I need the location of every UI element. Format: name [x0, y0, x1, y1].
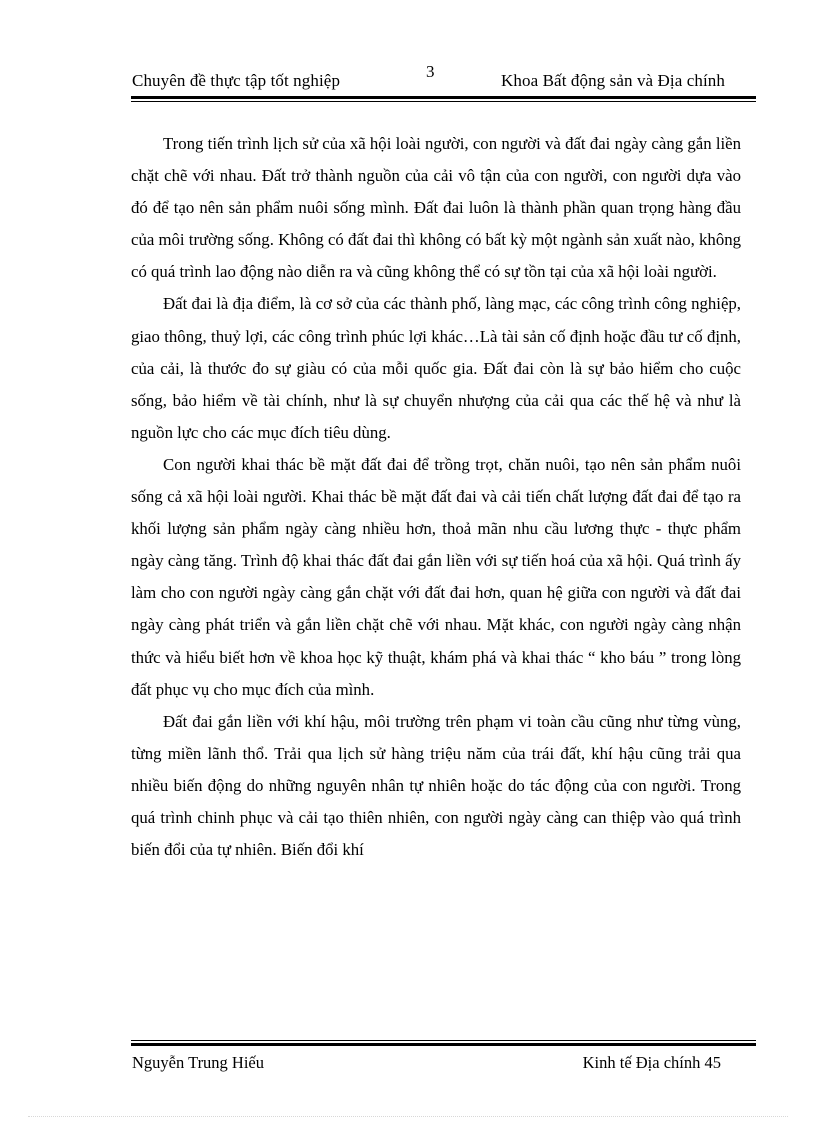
footer-rule-thin: [131, 1040, 756, 1041]
footer-course: Kinh tế Địa chính 45: [582, 1053, 721, 1072]
header-left-title: Chuyên đề thực tập tốt nghiệp: [132, 71, 341, 90]
footer-rule-thick: [131, 1043, 756, 1046]
page-footer: [131, 1053, 741, 1077]
paragraph-2: Đất đai là địa điểm, là cơ sở của các thành phố, làng mạc, các công trình công nghiệp, giao thông, thuỷ lợi, các công trình phúc lợi khác…Là tài sản cố định hoặc đầu tư cố định, của cải, là thước đo sự giàu có của mỗi quốc gia. Đất đai còn là sự bảo hiểm cho cuộc sống, bảo hiểm về tài chính, như là sự chuyển nhượng của cải qua các thế hệ và như là nguồn lực cho các mục đích tiêu dùng.: [131, 294, 741, 442]
header-rule-thin: [131, 101, 756, 102]
header-right-title: Khoa Bất động sản và Địa chính: [501, 71, 725, 90]
paragraph-4: Đất đai gắn liền với khí hậu, môi trường trên phạm vi toàn cầu cũng như từng vùng, từng miền lãnh thổ. Trải qua lịch sử hàng triệu năm của trái đất, khí hậu cũng trải qua nhiều biến động do những nguyên nhân tự nhiên hoặc do tác động của con người. Trong quá trình chinh phục và cải tạo thiên nhiên, con người ngày càng can thiệp vào quá trình biến đổi của tự nhiên. Biến đổi khí: [131, 711, 741, 860]
paragraph-3: Con người khai thác bề mặt đất đai để trồng trọt, chăn nuôi, tạo nên sản phẩm nuôi sống cả xã hội loài người. Khai thác bề mặt đất đai và cải tiến chất lượng đất đai để tạo ra khối lượng sản phẩm ngày càng nhiều hơn, thoả mãn nhu cầu lương thực - thực phẩm ngày càng tăng. Trình độ khai thác đất đai gắn liền với sự tiến hoá của xã hội. Quá trình ấy làm cho con người ngày càng gắn chặt với đất đai hơn, quan hệ giữa con người và đất đai ngày càng phát triển và gắn liền chặt chẽ với nhau. Mặt khác, con người ngày càng nhận thức và hiểu biết hơn về khoa học kỹ thuật, khám phá và khai thác “ kho báu ” trong lòng đất phục vụ cho mục đích của mình.: [131, 454, 741, 699]
paragraph-1: Trong tiến trình lịch sử của xã hội loài người, con người và đất đai ngày càng gắn liền chặt chẽ với nhau. Đất trở thành nguồn của cải vô tận của con người, con người dựa vào đó để tạo nên sản phẩm nuôi sống mình. Đất đai luôn là thành phần quan trọng hàng đầu của môi trường sống. Không có đất đai thì không có bất kỳ một ngành sản xuất nào, không có quá trình lao động nào diễn ra và cũng không thể có sự tồn tại của xã hội loài người.: [131, 134, 741, 282]
page-number: 3: [426, 62, 435, 81]
page-bottom-dotted-line: [28, 1116, 788, 1117]
header-rule-thick: [131, 96, 756, 99]
body-text: [131, 128, 741, 866]
footer-author: Nguyễn Trung Hiếu: [132, 1053, 265, 1072]
page-header: [131, 62, 729, 92]
